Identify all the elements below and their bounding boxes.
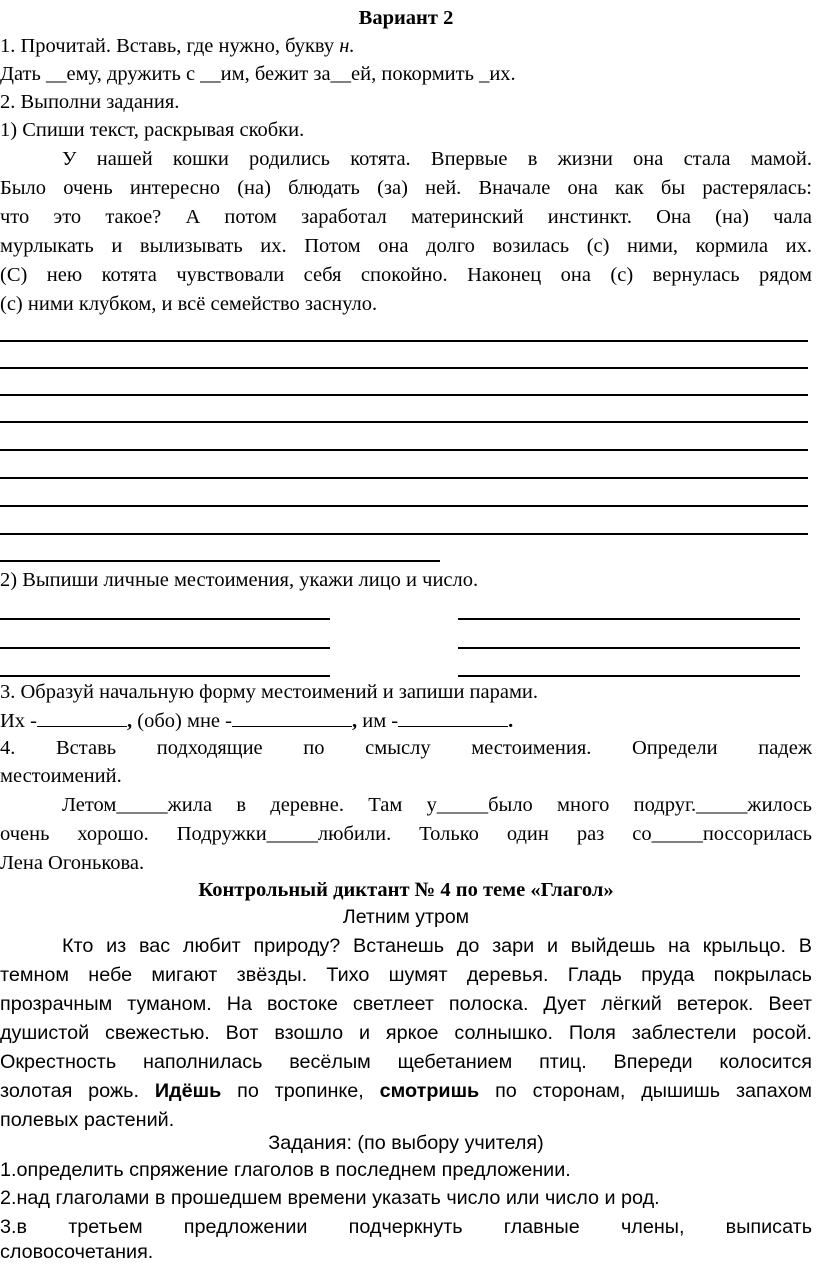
- answer-line[interactable]: [0, 477, 808, 479]
- answer-line-right[interactable]: [458, 618, 800, 620]
- task2-sub2: 2) Выпиши личные местоимения, укажи лицо и число.: [0, 569, 479, 591]
- fill-blank[interactable]: [37, 706, 127, 727]
- task4-heading: 4. Вставь подходящие по смыслу местоимения. Определи падеж: [0, 737, 812, 759]
- task-item: 1.определить спряжение глаголов в последнем предложении.: [0, 1159, 571, 1181]
- fill-blank[interactable]: [398, 706, 508, 727]
- bold-verb: смотришь: [379, 1080, 480, 1102]
- tasks-heading: Задания: (по выбору учителя): [268, 1132, 544, 1154]
- page-title: Вариант 2: [358, 7, 454, 29]
- task4-text: Лена Огонькова.: [0, 852, 145, 874]
- task1-text: Дать __ему, дружить с __им, бежит за__ей, покормить _их.: [0, 63, 516, 85]
- answer-line-short[interactable]: [0, 560, 440, 562]
- task4-heading-cont: местоимений.: [0, 765, 122, 787]
- passage-line: что это такое? А потом заработал материнский инстинкт. Она (на) чала: [0, 206, 812, 228]
- passage-line: У нашей кошки родились котята. Впервые в жизни она стала мамой.: [62, 148, 812, 170]
- dictation-line: Окрестность наполнилась весёлым щебетанием птиц. Впереди колосится: [0, 1051, 812, 1073]
- dictation-subtitle: Летним утром: [342, 906, 470, 928]
- task-item: 2.над глаголами в прошедшем времени указать число или число и род.: [0, 1187, 660, 1209]
- task1-letter: н.: [339, 35, 355, 57]
- task4-text: очень хорошо. Подружки_____любили. Только один раз со_____поссорилась: [0, 823, 812, 845]
- task4-text: Летом_____жила в деревне. Там у_____было много подруг._____жилось: [62, 794, 812, 816]
- answer-line[interactable]: [0, 505, 808, 507]
- fill-blank[interactable]: [232, 706, 352, 727]
- task2-sub1: 1) Спиши текст, раскрывая скобки.: [0, 119, 305, 141]
- task-item: 3.в третьем предложении подчеркнуть главные члены, выписать: [0, 1216, 812, 1238]
- answer-line[interactable]: [0, 449, 808, 451]
- dictation-line: золотая рожь. Идёшь по тропинке, смотришь по сторонам, дышишь запахом: [0, 1080, 813, 1102]
- task2-heading: 2. Выполни задания.: [0, 91, 180, 113]
- passage-line: (С) нею котята чувствовали себя спокойно. Наконец она (с) вернулась рядом: [0, 264, 812, 286]
- task3-pairs: Их - , (обо) мне - , им - .: [0, 706, 812, 735]
- dictation-line: душистой свежестью. Вот взошло и яркое солнышко. Поля заблестели росой.: [0, 1022, 812, 1044]
- answer-line-left[interactable]: [0, 675, 330, 677]
- task3-heading: 3. Образуй начальную форму местоимений и запиши парами.: [0, 681, 539, 703]
- dictation-line: темном небе мигают звёзды. Тихо шумят деревья. Гладь пруда покрылась: [0, 964, 812, 986]
- answer-line-left[interactable]: [0, 647, 330, 649]
- passage-line: (с) ними клубком, и всё семейство заснуло.: [0, 293, 378, 315]
- answer-line-left[interactable]: [0, 618, 330, 620]
- bold-verb: Идёшь: [154, 1080, 222, 1102]
- dictation-line: прозрачным туманом. На востоке светлеет полоска. Дует лёгкий ветерок. Веет: [0, 993, 812, 1015]
- answer-line-right[interactable]: [458, 647, 800, 649]
- answer-line[interactable]: [0, 421, 808, 423]
- answer-line[interactable]: [0, 340, 808, 342]
- task1-heading: 1. Прочитай. Вставь, где нужно, букву н.: [0, 35, 355, 57]
- answer-line[interactable]: [0, 394, 808, 396]
- dictation-line: Кто из вас любит природу? Встанешь до зари и выйдешь на крыльцо. В: [62, 935, 812, 957]
- answer-line[interactable]: [0, 533, 808, 535]
- task-item: словосочетания.: [0, 1241, 154, 1263]
- answer-line[interactable]: [0, 367, 808, 369]
- dictation-line: полевых растений.: [0, 1109, 175, 1131]
- passage-line: Было очень интересно (на) блюдать (за) ней. Вначале она как бы растерялась:: [0, 177, 812, 199]
- passage-line: мурлыкать и вылизывать их. Потом она долго возилась (с) ними, кормила их.: [0, 235, 812, 257]
- dictation-title: Контрольный диктант № 4 по теме «Глагол»: [198, 879, 614, 901]
- answer-line-right[interactable]: [458, 675, 800, 677]
